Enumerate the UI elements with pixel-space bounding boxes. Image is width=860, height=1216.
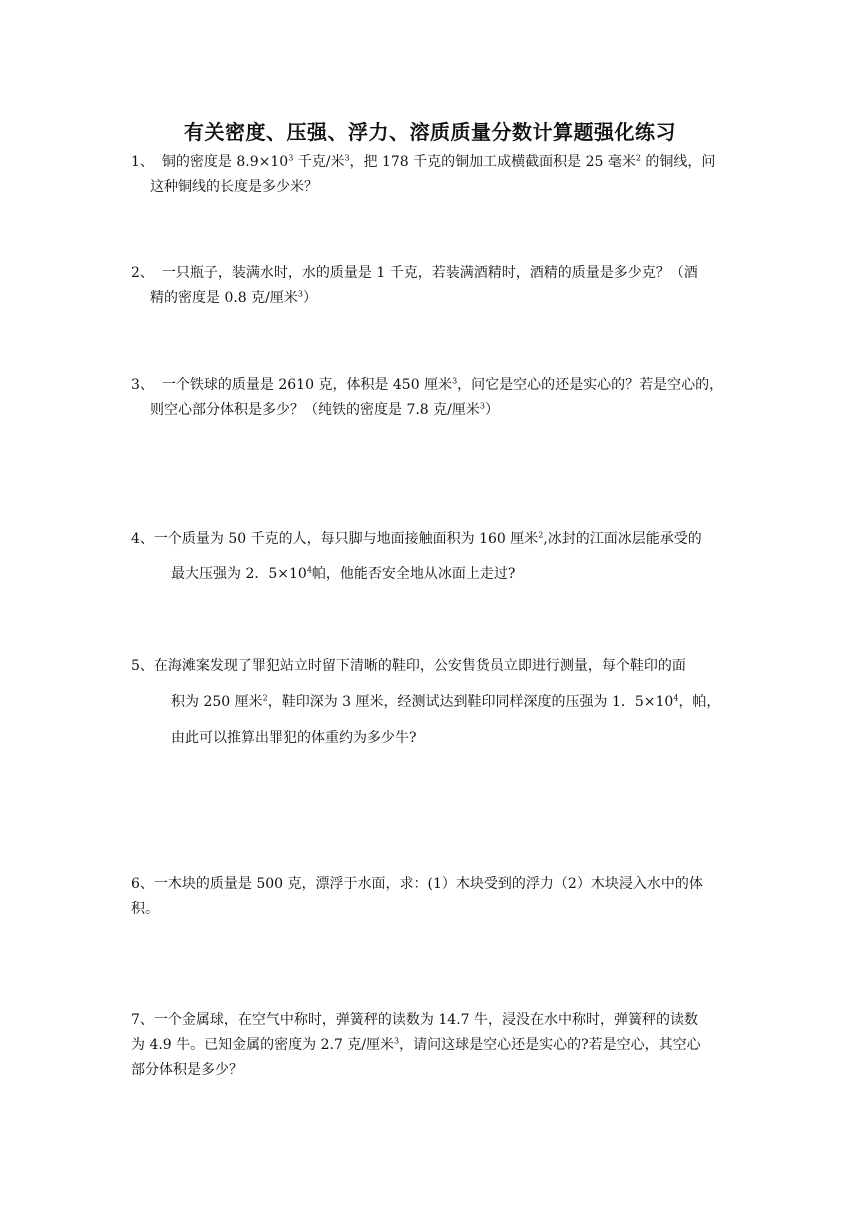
question-line bbox=[131, 872, 703, 897]
question-text: ） bbox=[302, 290, 317, 306]
question-line bbox=[131, 261, 698, 286]
question-text: 千克/米 bbox=[293, 154, 345, 170]
question-line bbox=[131, 373, 723, 398]
question-text: ,冰封的江面冰层能承受的 bbox=[543, 531, 702, 547]
question-line bbox=[131, 557, 702, 592]
question-4 bbox=[131, 522, 702, 592]
question-number: 1、 bbox=[131, 154, 154, 170]
question-line bbox=[131, 150, 715, 175]
superscript: 3 bbox=[394, 1036, 400, 1046]
question-text: ，把 178 千克的铜加工成横截面积是 25 毫米 bbox=[349, 154, 636, 170]
superscript: 2 bbox=[538, 530, 544, 540]
question-6 bbox=[131, 872, 703, 922]
question-2 bbox=[131, 261, 698, 311]
question-text: 一个铁球的质量是 2610 克，体积是 450 厘米 bbox=[161, 377, 453, 393]
superscript: 3 bbox=[344, 153, 350, 163]
question-number: 4、 bbox=[131, 531, 154, 547]
superscript: 3 bbox=[452, 376, 458, 386]
question-text: ，鞋印深为 3 厘米，经测试达到鞋印同样深度的压强为 1．5×10 bbox=[267, 694, 674, 710]
question-number: 7、 bbox=[131, 1012, 154, 1028]
question-number: 5、 bbox=[131, 658, 154, 674]
question-text: ，问它是空心的还是实心的？若是空心的， bbox=[457, 377, 724, 393]
question-text: 一木块的质量是 500 克，漂浮于水面，求：(1）木块受到的浮力（2）木块浸入水中的体 bbox=[153, 876, 703, 892]
question-text: 部分体积是多少？ bbox=[131, 1062, 243, 1078]
question-5 bbox=[131, 648, 720, 756]
question-line bbox=[131, 1008, 701, 1033]
question-1 bbox=[131, 150, 715, 200]
question-line bbox=[131, 398, 723, 423]
question-text: 铜的密度是 8.9×10 bbox=[161, 154, 289, 170]
question-3 bbox=[131, 373, 723, 423]
question-text: 积为 250 厘米 bbox=[171, 694, 263, 710]
page-title: 有关密度、压强、浮力、溶质质量分数计算题强化练习 bbox=[184, 120, 676, 144]
question-text: 的铜线，问 bbox=[640, 154, 716, 170]
question-line bbox=[131, 1033, 701, 1058]
question-text: 精的密度是 0.8 克/厘米 bbox=[150, 290, 298, 306]
question-text: 一只瓶子，装满水时，水的质量是 1 千克，若装满酒精时，酒精的质量是多少克？（酒 bbox=[161, 265, 698, 281]
question-text: ，帕， bbox=[678, 694, 721, 710]
question-text: 这种铜线的长度是多少米？ bbox=[150, 179, 318, 195]
question-number: 3、 bbox=[131, 377, 154, 393]
superscript: 2 bbox=[635, 153, 641, 163]
question-number: 2、 bbox=[131, 265, 154, 281]
question-text: 积。 bbox=[131, 901, 159, 917]
question-text: ） bbox=[484, 402, 499, 418]
question-line bbox=[131, 286, 698, 311]
question-line bbox=[131, 648, 720, 684]
superscript: 3 bbox=[297, 289, 303, 299]
question-line bbox=[131, 684, 720, 720]
question-text: 最大压强为 2．5×10 bbox=[171, 566, 307, 582]
question-text: 在海滩案发现了罪犯站立时留下清晰的鞋印，公安售货员立即进行测量，每个鞋印的面 bbox=[153, 658, 686, 674]
superscript: 4 bbox=[673, 693, 679, 703]
question-text: 由此可以推算出罪犯的体重约为多少牛? bbox=[171, 730, 417, 746]
question-number: 6、 bbox=[131, 876, 154, 892]
superscript: 3 bbox=[479, 401, 485, 411]
superscript: 2 bbox=[262, 693, 268, 703]
question-text: 为 4.9 牛。已知金属的密度为 2.7 克/厘米 bbox=[131, 1037, 395, 1053]
superscript: 4 bbox=[306, 565, 312, 575]
question-text: 一个金属球，在空气中称时，弹簧秤的读数为 14.7 牛，浸没在水中称时，弹簧秤的读数 bbox=[153, 1012, 698, 1028]
question-text: ，请问这球是空心还是实心的?若是空心，其空心 bbox=[399, 1037, 701, 1053]
question-7 bbox=[131, 1008, 701, 1083]
question-line bbox=[131, 522, 702, 557]
question-text: 一个质量为 50 千克的人，每只脚与地面接触面积为 160 厘米 bbox=[153, 531, 539, 547]
superscript: 3 bbox=[288, 153, 294, 163]
question-text: 帕，他能否安全地从冰面上走过? bbox=[311, 566, 516, 582]
question-text: 则空心部分体积是多少？（纯铁的密度是 7.8 克/厘米 bbox=[150, 402, 480, 418]
